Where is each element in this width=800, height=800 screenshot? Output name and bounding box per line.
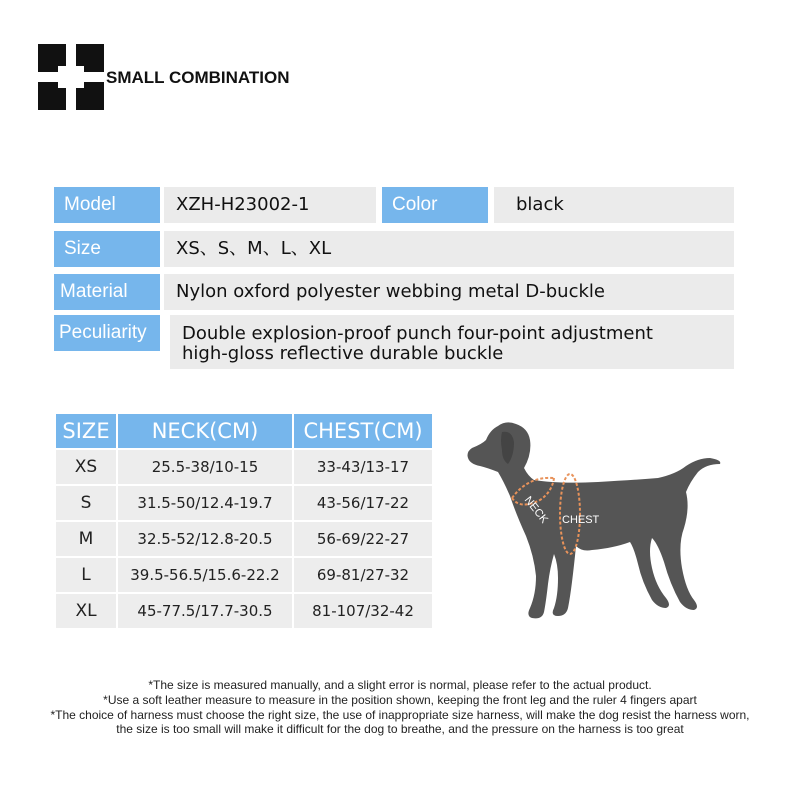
color-value: black [494, 187, 734, 223]
peculiarity-value [170, 315, 734, 369]
note-line: *Use a soft leather measure to measure in the position shown, keeping the front leg and the ruler 4 fingers apart [103, 692, 697, 707]
peculiarity-line-2: high-gloss reflective durable buckle [182, 343, 504, 364]
table-row [56, 486, 432, 520]
neck-cell: 32.5-52/12.8-20.5 [118, 522, 292, 556]
size-label: Size [54, 231, 160, 267]
chest-cell: 69-81/27-32 [294, 558, 432, 592]
measurement-notes [0, 678, 800, 737]
chest-cell: 33-43/13-17 [294, 450, 432, 484]
table-row [56, 594, 432, 628]
table-row [56, 522, 432, 556]
dog-silhouette-icon [458, 418, 728, 623]
chest-header: CHEST(CM) [294, 414, 432, 448]
cross-grid-logo-icon [38, 44, 104, 110]
size-cell: XL [56, 594, 116, 628]
neck-cell: 31.5-50/12.4-19.7 [118, 486, 292, 520]
size-cell: XS [56, 450, 116, 484]
model-value: XZH-H23002-1 [164, 187, 376, 223]
peculiarity-label: Peculiarity [54, 315, 160, 351]
model-label: Model [54, 187, 160, 223]
note-line: *The choice of harness must choose the right size, the use of inappropriate size harness, will make the dog resist the harness worn, [50, 707, 750, 722]
size-cell: S [56, 486, 116, 520]
chest-cell: 81-107/32-42 [294, 594, 432, 628]
chest-measure-label: CHEST [562, 514, 600, 526]
size-chart-header [56, 414, 432, 448]
dog-measurement-diagram [458, 418, 728, 623]
size-cell: L [56, 558, 116, 592]
neck-cell: 45-77.5/17.7-30.5 [118, 594, 292, 628]
note-line: *The size is measured manually, and a slight error is normal, please refer to the actual product. [148, 678, 652, 692]
peculiarity-line-1: Double explosion-proof punch four-point adjustment [182, 323, 653, 344]
color-label: Color [382, 187, 488, 223]
neck-cell: 25.5-38/10-15 [118, 450, 292, 484]
size-cell: M [56, 522, 116, 556]
material-label: Material [54, 274, 160, 310]
neck-header: NECK(CM) [118, 414, 292, 448]
neck-measure-label: NECK [521, 494, 551, 526]
material-value: Nylon oxford polyester webbing metal D-buckle [164, 274, 734, 310]
size-value: XS、S、M、L、XL [164, 231, 734, 267]
brand-name: SMALL COMBINATION [106, 68, 290, 87]
table-row [56, 450, 432, 484]
size-header: SIZE [56, 414, 116, 448]
size-chart-table [54, 412, 434, 630]
chest-cell: 43-56/17-22 [294, 486, 432, 520]
neck-cell: 39.5-56.5/15.6-22.2 [118, 558, 292, 592]
brand-header [38, 44, 290, 110]
note-line: the size is too small will make it difficult for the dog to breathe, and the pressure on the harness is too great [116, 722, 684, 737]
table-row [56, 558, 432, 592]
chest-cell: 56-69/22-27 [294, 522, 432, 556]
